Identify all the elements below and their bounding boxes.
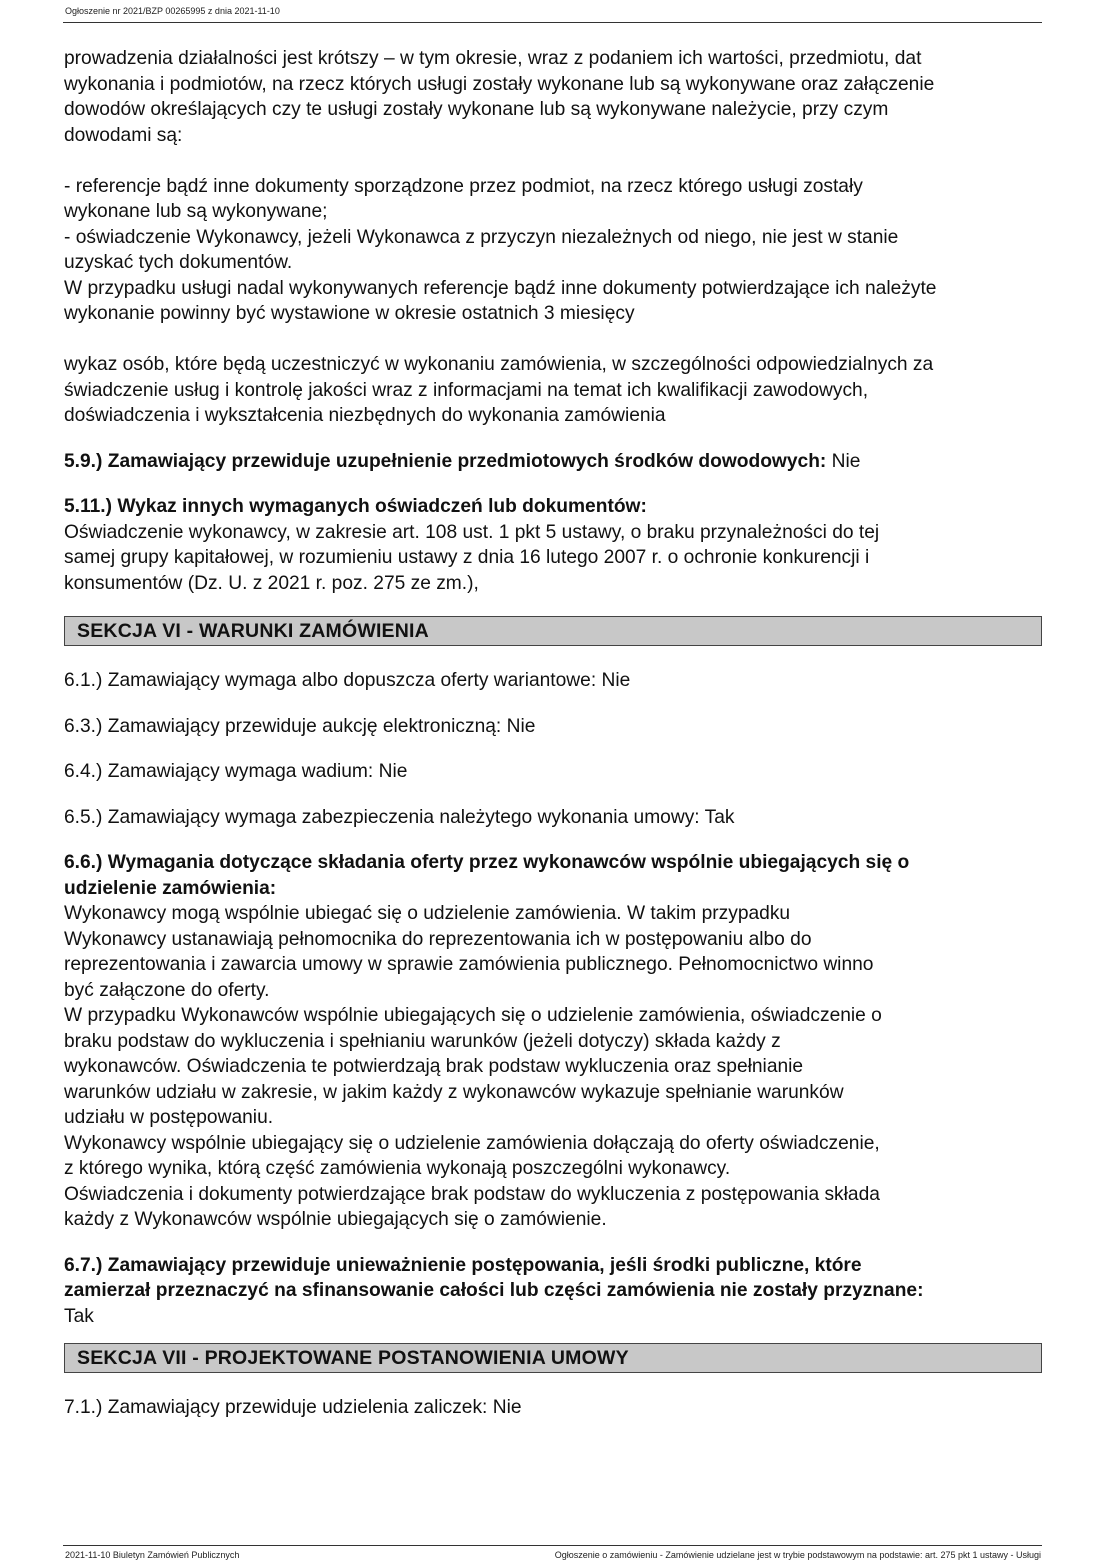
- page-header: Ogłoszenie nr 2021/BZP 00265995 z dnia 2021-11-10: [65, 6, 280, 16]
- paragraph-line: reprezentowania i zawarcia umowy w sprawie zamówienia publicznego. Pełnomocnictwo winno: [64, 954, 874, 975]
- paragraph-line: doświadczenia i wykształcenia niezbędnych do wykonania zamówienia: [64, 405, 666, 426]
- item-label: 6.1.) Zamawiający wymaga albo dopuszcza oferty wariantowe:: [64, 670, 597, 691]
- item-6-5: [64, 805, 1048, 831]
- item-value: Nie: [378, 761, 408, 782]
- item-6-1: [64, 668, 1048, 694]
- item-label: 6.3.) Zamawiający przewiduje aukcję elektroniczną:: [64, 715, 502, 737]
- paragraph-line: Wykonawcy mogą wspólnie ubiegać się o udzielenie zamówienia. W takim przypadku: [64, 903, 791, 924]
- list-line: wykonane lub są wykonywane;: [64, 201, 328, 222]
- paragraph-line: Wykonawcy ustanawiają pełnomocnika do reprezentowania ich w postępowaniu albo do: [64, 928, 812, 950]
- section-heading-vii: SEKCJA VII - PROJEKTOWANE POSTANOWIENIA UMOWY: [64, 1343, 1042, 1373]
- paragraph-line: świadczenie usług i kontrolę jakości wraz z informacjami na temat ich kwalifikacji zawodowych,: [64, 379, 869, 401]
- paragraph-line: warunków udziału w zakresie, w jakim każdy z wykonawców wykazuje spełnianie warunków: [64, 1081, 844, 1103]
- paragraph-line: wykonawców. Oświadczenia te potwierdzają brak podstaw wykluczenia oraz spełnianie: [64, 1056, 804, 1077]
- item-5-11-label: 5.11.) Wykaz innych wymaganych oświadczeń lub dokumentów:: [64, 496, 647, 517]
- paragraph-line: każdy z Wykonawców wspólnie ubiegających się o zamówienie.: [64, 1209, 607, 1230]
- footer-right: Ogłoszenie o zamówieniu - Zamówienie udzielane jest w trybie podstawowym na podstawie: art. 275 pkt 1 ustawy - Usługi: [554, 1550, 1041, 1560]
- item-6-7-label: zamierzał przeznaczyć na sfinansowanie całości lub części zamówienia nie zostały przyznane:: [64, 1280, 924, 1301]
- paragraph-line: samej grupy kapitałowej, w rozumieniu ustawy z dnia 16 lutego 2007 r. o ochronie konkurencji i: [64, 547, 870, 568]
- item-label: 6.5.) Zamawiający wymaga zabezpieczenia należytego wykonania umowy:: [64, 806, 700, 828]
- item-6-7-label: 6.7.) Zamawiający przewiduje unieważnienie postępowania, jeśli środki publiczne, które: [64, 1254, 862, 1276]
- paragraph-line: Oświadczenie wykonawcy, w zakresie art. 108 ust. 1 pkt 5 ustawy, o braku przynależności do tej: [64, 521, 880, 543]
- item-6-6-label: 6.6.) Wymagania dotyczące składania oferty przez wykonawców wspólnie ubiegających się o: [64, 852, 910, 873]
- list-line: W przypadku usługi nadal wykonywanych referencje bądź inne dokumenty potwierdzające ich należyte: [64, 277, 937, 299]
- paragraph-line: dowodami są:: [64, 124, 183, 146]
- item-value: Tak: [64, 1305, 94, 1327]
- list-line: - referencje bądź inne dokumenty sporządzone przez podmiot, na rzecz którego usługi zostały: [64, 175, 863, 197]
- header-divider: [63, 22, 1042, 23]
- paragraph-line: wykaz osób, które będą uczestniczyć w wykonaniu zamówienia, w szczególności odpowiedzialnych za: [64, 354, 934, 375]
- section-heading-vi: SEKCJA VI - WARUNKI ZAMÓWIENIA: [64, 616, 1042, 646]
- list-line: - oświadczenie Wykonawcy, jeżeli Wykonawca z przyczyn niezależnych od niego, nie jest w stanie: [64, 226, 899, 248]
- paragraph-line: udziału w postępowaniu.: [64, 1107, 274, 1128]
- document-body: [64, 46, 1048, 1421]
- paragraph-line: konsumentów (Dz. U. z 2021 r. poz. 275 ze zm.),: [64, 572, 479, 594]
- item-label: 5.9.) Zamawiający przewiduje uzupełnienie przedmiotowych środków dowodowych:: [64, 450, 827, 472]
- footer-divider: [63, 1545, 1042, 1546]
- item-value: Nie: [831, 450, 861, 472]
- list-line: uzyskać tych dokumentów.: [64, 252, 293, 273]
- item-value: Nie: [492, 1397, 522, 1418]
- paragraph-line: wykonania i podmiotów, na rzecz których usługi zostały wykonane lub są wykonywane oraz załączenie: [64, 73, 935, 95]
- item-7-1: [64, 1395, 1048, 1421]
- item-label: 6.4.) Zamawiający wymaga wadium:: [64, 761, 374, 782]
- item-6-3: [64, 714, 1048, 740]
- paragraph-line: Oświadczenia i dokumenty potwierdzające brak podstaw do wykluczenia z postępowania składa: [64, 1183, 880, 1205]
- footer-left: 2021-11-10 Biuletyn Zamówień Publicznych: [65, 1550, 240, 1560]
- item-value: Nie: [506, 715, 536, 737]
- list-line: wykonanie powinny być wystawione w okresie ostatnich 3 miesięcy: [64, 303, 635, 324]
- item-label: 7.1.) Zamawiający przewiduje udzielenia zaliczek:: [64, 1397, 488, 1418]
- paragraph-line: dowodów określających czy te usługi zostały wykonane lub są wykonywane należycie, przy czym: [64, 99, 889, 120]
- paragraph-line: braku podstaw do wykluczenia i spełnianiu warunków (jeżeli dotyczy) składa każdy z: [64, 1030, 781, 1052]
- paragraph-line: W przypadku Wykonawców wspólnie ubiegających się o udzielenie zamówienia, oświadczenie o: [64, 1005, 882, 1026]
- item-value: Tak: [704, 806, 735, 828]
- paragraph-line: prowadzenia działalności jest krótszy – w tym okresie, wraz z podaniem ich wartości, przedmiotu, dat: [64, 48, 922, 69]
- item-6-4: [64, 759, 1048, 785]
- item-value: Nie: [601, 670, 631, 691]
- paragraph-line: być załączone do oferty.: [64, 979, 270, 1001]
- item-5-9: [64, 449, 1048, 475]
- item-6-6-label: udzielenie zamówienia:: [64, 877, 277, 899]
- paragraph-line: Wykonawcy wspólnie ubiegający się o udzielenie zamówienia dołączają do oferty oświadczenie,: [64, 1132, 880, 1154]
- paragraph-line: z którego wynika, którą część zamówienia wykonają poszczególni wykonawcy.: [64, 1158, 731, 1179]
